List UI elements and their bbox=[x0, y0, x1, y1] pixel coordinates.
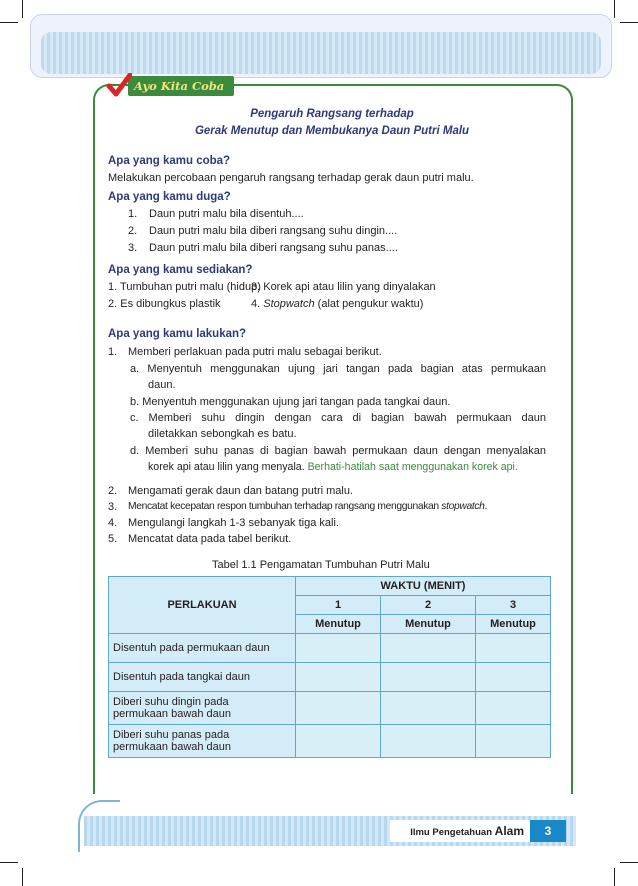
duga-item: Daun putri malu bila diberi rangsang suhu dingin.... bbox=[149, 225, 398, 237]
data-cell bbox=[296, 663, 381, 692]
substep-c-cont: diletakkan sebongkah es batu. bbox=[148, 428, 297, 440]
data-cell bbox=[381, 634, 476, 663]
duga-item: Daun putri malu bila diberi rangsang suhu panas.... bbox=[149, 242, 398, 254]
crop-mark bbox=[22, 0, 23, 18]
substep-d-cont bbox=[148, 461, 518, 473]
step-text bbox=[128, 501, 487, 512]
substep-a-cont: daun. bbox=[148, 379, 176, 391]
crop-mark bbox=[614, 0, 615, 18]
table-row bbox=[109, 634, 551, 663]
table-row bbox=[109, 663, 551, 692]
substep-b: b. Menyentuh menggunakan ujung jari tangan pada tangkai daun. bbox=[130, 396, 451, 408]
substep-d-text: korek api atau lilin yang menyala. bbox=[148, 461, 308, 473]
duga-num: 1. bbox=[128, 208, 138, 220]
substep-d: d. Memberi suhu panas di bagian bawah permukaan daun dengan menyalakan bbox=[130, 445, 546, 457]
header-decoration bbox=[30, 14, 612, 78]
step-num: 5. bbox=[108, 533, 118, 545]
page-number: 3 bbox=[530, 820, 566, 842]
step-text: Mencatat data pada tabel berikut. bbox=[128, 533, 292, 545]
material-item: 1. Tumbuhan putri malu (hidup) bbox=[108, 281, 261, 293]
heading-sediakan: Apa yang kamu sediakan? bbox=[108, 264, 253, 276]
material-item bbox=[251, 298, 423, 310]
data-cell bbox=[476, 692, 551, 725]
heading-lakukan: Apa yang kamu lakukan? bbox=[108, 328, 247, 340]
step-3-end: . bbox=[484, 501, 488, 512]
data-cell bbox=[476, 634, 551, 663]
observation-table bbox=[108, 576, 551, 758]
row-label-text: permukaan bawah daun bbox=[113, 708, 232, 720]
material-num: 4. bbox=[251, 298, 264, 310]
data-cell bbox=[296, 692, 381, 725]
heading-duga: Apa yang kamu duga? bbox=[108, 191, 231, 203]
material-item: 3. Korek api atau lilin yang dinyalakan bbox=[251, 281, 436, 293]
row-label bbox=[109, 663, 296, 692]
row-label-text: Diberi suhu dingin pada bbox=[113, 696, 229, 708]
step-num: 3. bbox=[108, 501, 118, 513]
coba-text: Melakukan percobaan pengaruh rangsang terhadap gerak daun putri malu. bbox=[108, 172, 474, 184]
page-title-line1: Pengaruh Rangsang terhadap bbox=[250, 108, 414, 120]
table-row bbox=[109, 725, 551, 758]
page-title-line2: Gerak Menutup dan Membukanya Daun Putri Malu bbox=[194, 125, 470, 137]
substep-c: c. Memberi suhu dingin dengan cara di bagian bawah permukaan daun bbox=[130, 412, 546, 424]
subcolumn-header: Menutup bbox=[381, 615, 476, 634]
safety-warning: Berhati-hatilah saat menggunakan korek api. bbox=[307, 461, 518, 473]
crop-mark bbox=[22, 868, 23, 886]
step-num: 4. bbox=[108, 517, 118, 529]
row-label-text: Disentuh pada tangkai daun bbox=[113, 671, 250, 683]
step-3-text: Mencatat kecepatan respon tumbuhan terhadap rangsang menggunakan bbox=[128, 501, 442, 512]
heading-coba: Apa yang kamu coba? bbox=[108, 155, 231, 167]
row-label-text: Disentuh pada permukaan daun bbox=[113, 642, 270, 654]
substep-a: a. Menyentuh menggunakan ujung jari tangan pada bagian atas permukaan bbox=[130, 363, 546, 375]
data-cell bbox=[381, 725, 476, 758]
waktu-header: WAKTU (MENIT) bbox=[296, 577, 551, 596]
material-item: 2. Es dibungkus plastik bbox=[108, 298, 221, 310]
row-label-text: Diberi suhu panas pada bbox=[113, 729, 230, 741]
footer-subject bbox=[390, 820, 530, 842]
column-header: 2 bbox=[381, 596, 476, 615]
badge-label: Ayo Kita Coba bbox=[128, 76, 234, 96]
column-header: 3 bbox=[476, 596, 551, 615]
material-desc: (alat pengukur waktu) bbox=[314, 298, 424, 310]
crop-mark bbox=[614, 868, 615, 886]
data-cell bbox=[381, 663, 476, 692]
crop-mark bbox=[620, 22, 638, 23]
crop-mark bbox=[620, 862, 638, 863]
data-cell bbox=[476, 725, 551, 758]
table-caption: Tabel 1.1 Pengamatan Tumbuhan Putri Malu bbox=[212, 559, 430, 571]
row-label bbox=[109, 634, 296, 663]
column-header: 1 bbox=[296, 596, 381, 615]
footer-subject-text: Ilmu Pengetahuan bbox=[410, 827, 495, 838]
perlakuan-header: PERLAKUAN bbox=[109, 577, 296, 634]
duga-num: 3. bbox=[128, 242, 138, 254]
stopwatch-term: stopwatch bbox=[441, 501, 485, 512]
page-footer bbox=[60, 812, 580, 848]
footer-subject-big: Alam bbox=[494, 824, 524, 838]
table-row bbox=[109, 692, 551, 725]
checkmark-icon bbox=[106, 73, 132, 99]
step-text: Mengamati gerak daun dan batang putri malu. bbox=[128, 485, 354, 497]
data-cell bbox=[381, 692, 476, 725]
data-cell bbox=[476, 663, 551, 692]
data-cell bbox=[296, 725, 381, 758]
row-label bbox=[109, 692, 296, 725]
duga-num: 2. bbox=[128, 225, 138, 237]
crop-mark bbox=[0, 22, 18, 23]
subcolumn-header: Menutup bbox=[476, 615, 551, 634]
row-label bbox=[109, 725, 296, 758]
activity-badge bbox=[106, 73, 234, 99]
step-num: 1. bbox=[108, 346, 118, 358]
step-num: 2. bbox=[108, 485, 118, 497]
row-label-text: permukaan bawah daun bbox=[113, 741, 232, 753]
duga-item: Daun putri malu bila disentuh.... bbox=[149, 208, 304, 220]
data-cell bbox=[296, 634, 381, 663]
stopwatch-term: Stopwatch bbox=[263, 298, 315, 310]
step-text: Mengulangi langkah 1-3 sebanyak tiga kali. bbox=[128, 517, 339, 529]
subcolumn-header: Menutup bbox=[296, 615, 381, 634]
crop-mark bbox=[0, 862, 18, 863]
step-text: Memberi perlakuan pada putri malu sebagai berikut. bbox=[128, 346, 382, 358]
